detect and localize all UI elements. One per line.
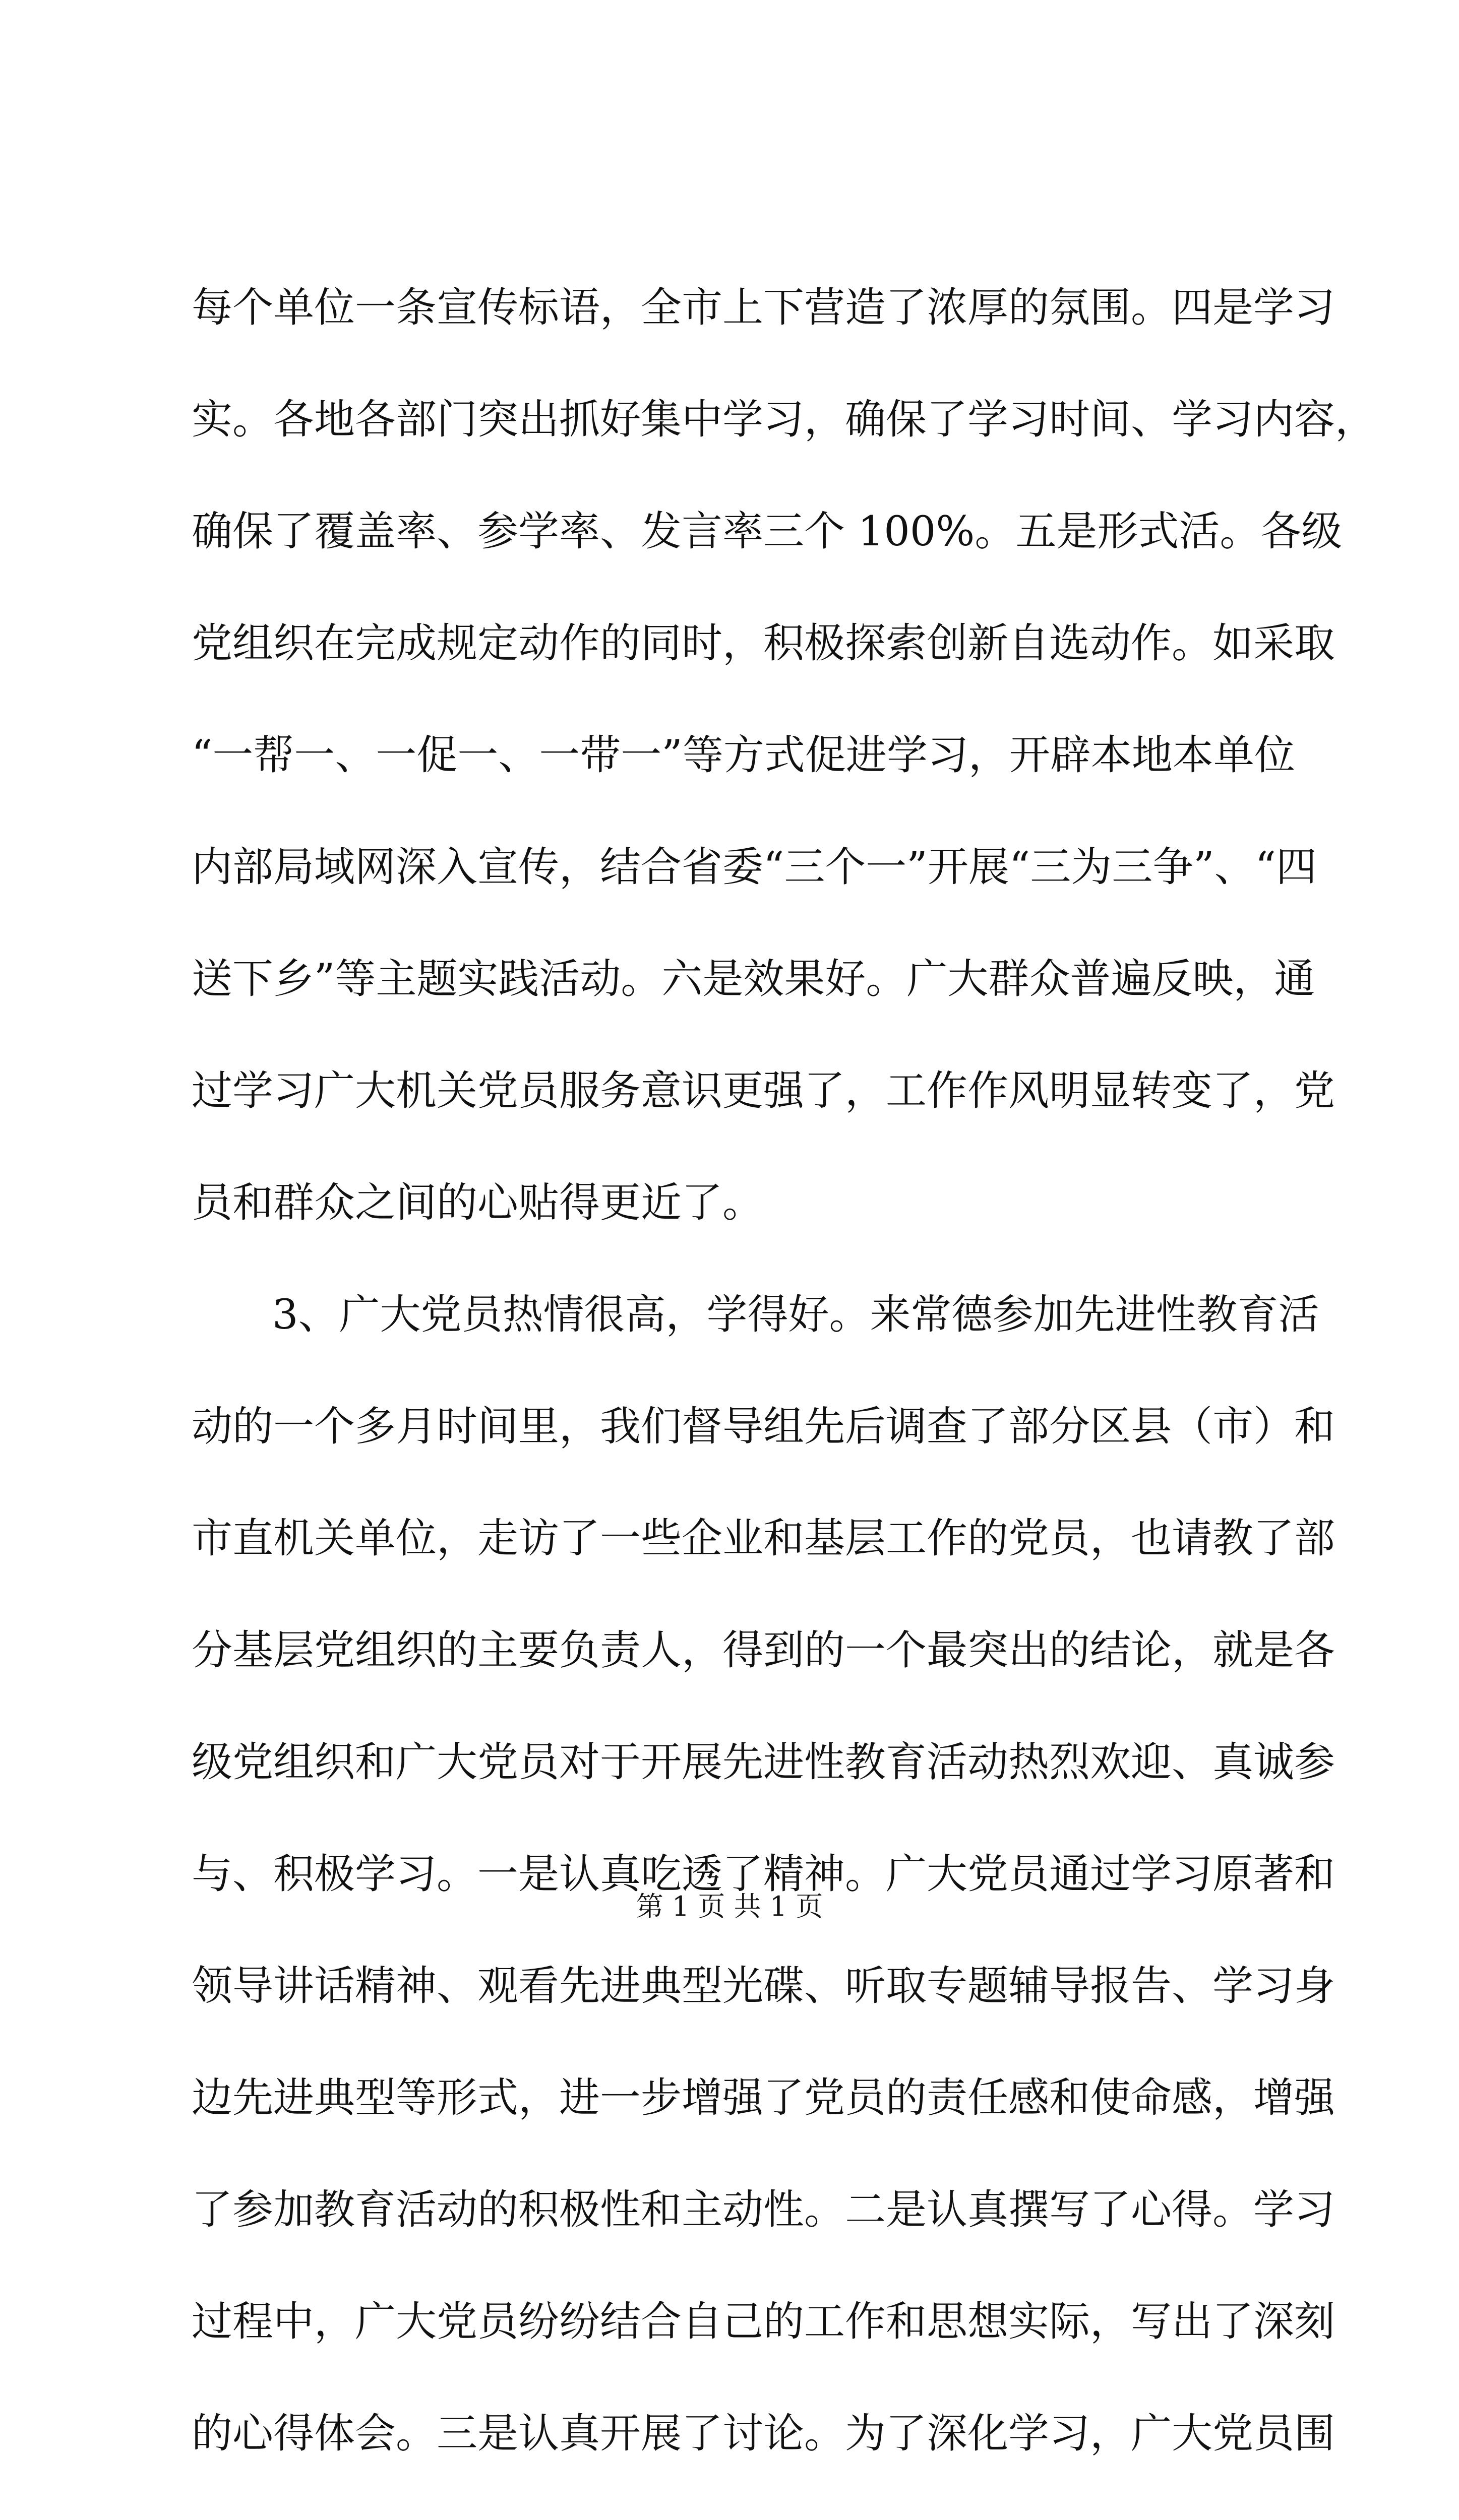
text-line: 送下乡”等主题实践活动。六是效果好。广大群众普遍反映，通 xyxy=(192,956,1315,1003)
text-line: 领导讲话精神、观看先进典型光碟、听取专题辅导报告、学习身 xyxy=(192,1963,1335,2010)
text-line: 过程中，广大党员纷纷结合自己的工作和思想实际，写出了深刻 xyxy=(192,2298,1335,2346)
text-line: 边先进典型等形式，进一步增强了党员的责任感和使命感，增强 xyxy=(192,2074,1335,2122)
paragraph-1 xyxy=(192,252,1376,1259)
text-line: 动的一个多月时间里，我们督导组先后调查了部分区县（市）和 xyxy=(192,1403,1335,1451)
text-line: 内部局域网深入宣传，结合省委“三个一”开展“三为三争”、“四 xyxy=(192,844,1317,891)
page-number: 第 1 页 共 1 页 xyxy=(636,1891,823,1922)
text-line: 员和群众之间的心贴得更近了。 xyxy=(192,1179,764,1227)
text-line: 分基层党组织的主要负责人，得到的一个最突出的结论，就是各 xyxy=(192,1627,1335,1674)
text-line: 过学习广大机关党员服务意识更强了，工作作风明显转变了，党 xyxy=(192,1067,1335,1115)
text-line: 实。各地各部门突出抓好集中学习，确保了学习时间、学习内容， xyxy=(192,396,1376,444)
text-line: 了参加教育活动的积极性和主动性。二是认真撰写了心得。学习 xyxy=(192,2186,1335,2234)
text-line: 级党组织和广大党员对于开展先进性教育活动热烈欢迎、真诚参 xyxy=(192,1739,1335,1786)
text-line: 市直机关单位，走访了一些企业和基层工作的党员，也请教了部 xyxy=(192,1515,1335,1562)
page-footer xyxy=(0,1885,1459,1924)
text-line: 党组织在完成规定动作的同时，积极探索创新自选动作。如采取 xyxy=(192,620,1335,667)
text-line: 3、广大党员热情很高，学得好。来常德参加先进性教育活 xyxy=(272,1291,1319,1339)
body-text xyxy=(192,252,1376,2520)
text-line xyxy=(192,2490,1270,2520)
text-line: 每个单位一条宣传标语，全市上下营造了浓厚的氛围。四是学习 xyxy=(192,284,1335,332)
text-line: 确保了覆盖率、参学率、发言率三个 100%。五是形式活。各级 xyxy=(192,508,1343,555)
text-line: “一帮一、一促一、一带一”等方式促进学习，开辟本地本单位 xyxy=(192,732,1295,779)
text-line: 与、积极学习。一是认真吃透了精神。广大党员通过学习原著和 xyxy=(192,1851,1335,1898)
text-line: 的心得体会。三是认真开展了讨论。为了深化学习，广大党员围 xyxy=(192,2410,1335,2458)
